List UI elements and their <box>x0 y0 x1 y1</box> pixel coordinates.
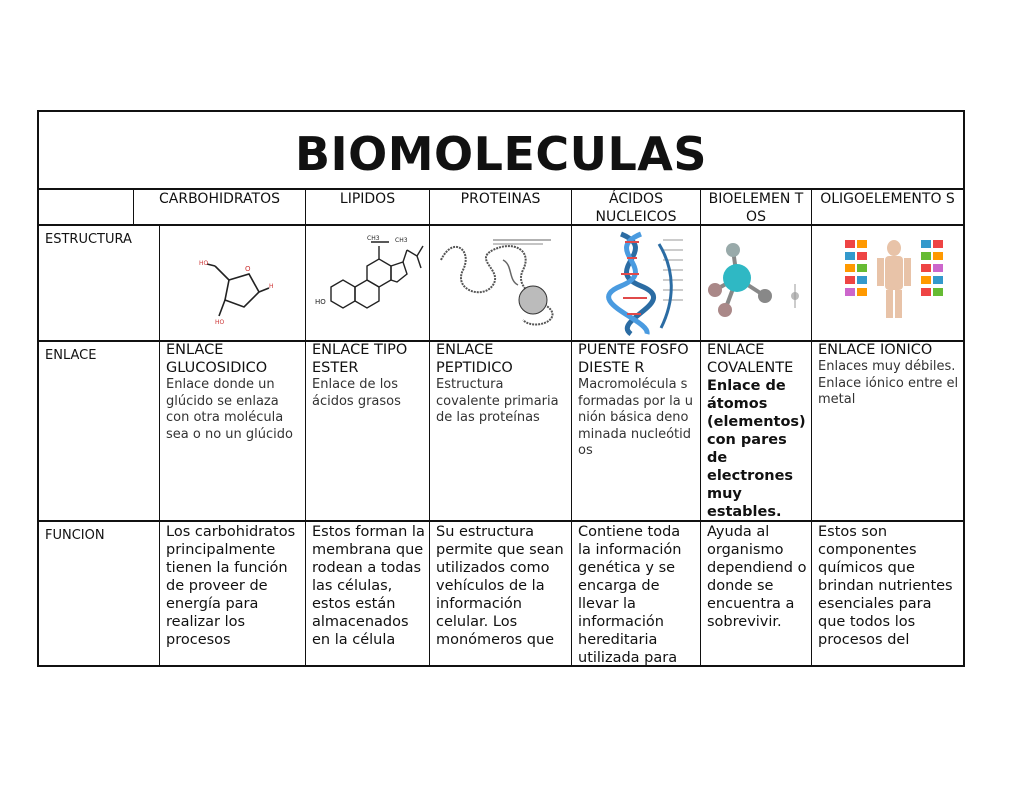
protein-chain-icon <box>433 230 569 336</box>
enlace-carbohidratos <box>161 340 305 520</box>
row-label-funcion: FUNCION <box>45 528 105 543</box>
bond-description: Enlaces muy débiles. Enlace iónico entre el metal <box>818 359 959 407</box>
svg-text:HO: HO <box>199 260 209 267</box>
svg-text:CH3: CH3 <box>395 237 408 244</box>
bond-description: Enlace de átomos (elementos) con pares de electrones muy estables. <box>707 378 806 520</box>
funcion-bioelementos: Ayuda al organismo dependiend o donde se encuentra a sobrevivir. <box>707 524 807 630</box>
bond-title: ENLACE PEPTIDICO <box>436 342 513 376</box>
divider <box>429 188 430 667</box>
dna-helix-icon <box>591 230 691 338</box>
bond-title: PUENTE FOSFODIESTE R <box>578 342 689 376</box>
row-label-enlace: ENLACE <box>45 348 97 363</box>
divider <box>811 188 812 667</box>
steroid-molecule-icon <box>311 232 427 332</box>
divider <box>700 188 701 667</box>
divider <box>159 224 160 667</box>
sugar-ring-icon <box>189 252 279 332</box>
funcion-proteinas: Su estructura permite que sean utilizados como vehículos de la información celular. Los monómeros que <box>436 524 564 648</box>
funcion-carbohidratos: Los carbohidratos principalmente tienen la función de proveer de energía para realizar los procesos <box>166 524 296 648</box>
enlace-lipidos <box>307 340 429 520</box>
col-header-acidos-nucleicos: ÁCIDOS NUCLEICOS <box>595 191 677 224</box>
bond-title: ENLACE TIPO ESTER <box>312 342 408 376</box>
bond-description: Enlace de los ácidos grasos <box>312 377 401 409</box>
funcion-acidos-nucleicos: Contiene toda la información genética y se encarga de llevar la información hereditaria utilizada para <box>578 524 682 666</box>
col-header-oligoelementos: OLIGOELEMENTO S <box>820 191 955 207</box>
funcion-oligoelementos: Estos son componentes químicos que brindan nutrientes esenciales para que todos los procesos del <box>818 524 953 648</box>
page-title: BIOMOLECULAS <box>294 127 708 181</box>
periodic-body-icon <box>839 236 949 322</box>
col-header-proteinas: PROTEINAS <box>460 191 541 207</box>
svg-text:H: H <box>269 283 274 290</box>
enlace-oligoelementos <box>813 340 963 520</box>
atom-model-icon <box>703 238 811 328</box>
biomoleculas-table <box>37 110 965 667</box>
col-header-carbohidratos: CARBOHIDRATOS <box>158 191 280 207</box>
svg-text:CH3: CH3 <box>367 235 380 242</box>
bond-description: Macromolécula s formadas por la unión básica denominada nucleótidos <box>578 377 694 458</box>
bond-title: ENLACE COVALENTE <box>707 342 794 376</box>
divider <box>39 224 963 226</box>
divider <box>305 188 306 667</box>
bond-description: Enlace donde un glúcido se enlaza con otra molécula sea o no un glúcido <box>166 377 293 442</box>
row-label-estructura: ESTRUCTURA <box>45 232 132 247</box>
enlace-bioelementos <box>702 340 811 520</box>
svg-text:HO: HO <box>215 319 225 326</box>
enlace-proteinas <box>431 340 571 520</box>
funcion-lipidos: Estos forman la membrana que rodean a todas las células, estos están almacenados en la célula <box>312 524 425 648</box>
col-header-lipidos: LIPIDOS <box>339 191 396 207</box>
svg-text:O: O <box>245 265 251 273</box>
bond-description: Estructura covalente primaria de las proteínas <box>436 377 559 425</box>
svg-text:HO: HO <box>315 298 326 306</box>
bond-title: ENLACE IONICO <box>818 342 933 358</box>
enlace-acidos-nucleicos <box>573 340 700 520</box>
divider <box>571 188 572 667</box>
col-header-bioelementos: BIOELEMEN TOS <box>708 191 804 224</box>
bond-title: ENLACE GLUCOSIDICO <box>166 342 268 376</box>
